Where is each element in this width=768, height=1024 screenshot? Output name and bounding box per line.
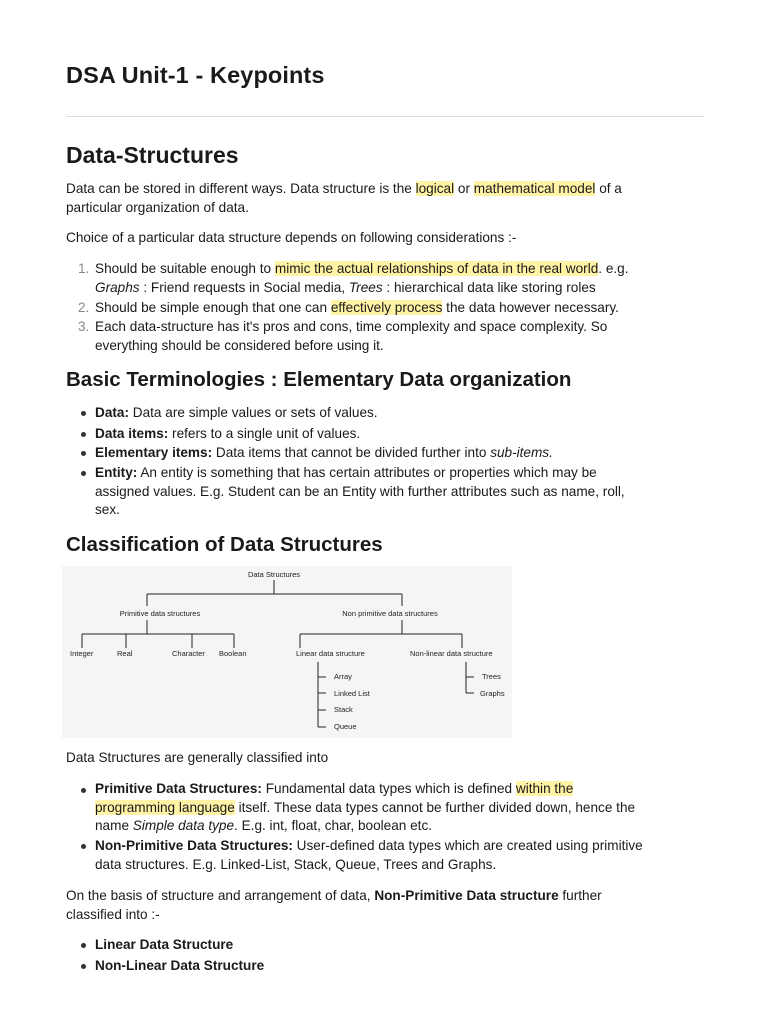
diagram-non-primitive: Non primitive data structures: [342, 609, 438, 618]
diagram-root: Data Structures: [247, 570, 301, 579]
diagram-real: Real: [117, 649, 133, 658]
page-title: DSA Unit-1 - Keypoints: [66, 62, 325, 88]
non-primitive-item: Non-Primitive Data Structures: User-defined data types which are created using primitive data structures. E.g. Linked-List, Stack, Queue, Trees and Graphs.: [95, 838, 643, 872]
classified-into-paragraph: Data Structures are generally classified into: [66, 750, 329, 765]
bullet: [81, 788, 86, 793]
heading-data-structures: Data-Structures: [66, 142, 239, 168]
basis-paragraph: On the basis of structure and arrangement of data, Non-Primitive Data structure further classified into :-: [66, 888, 602, 922]
list-item-2: Should be simple enough that one can effectively process the data however necessary.: [95, 300, 619, 315]
highlight-within-the: within the: [515, 781, 574, 796]
diagram-array: Array: [334, 672, 352, 681]
primitive-item: Primitive Data Structures: Fundamental data types which is defined within the programming language itself. These data types cannot be further divided down, hence the name Simple data type. E.g. int, float, char, boolean etc.: [95, 781, 636, 833]
list-number-3: 3.: [78, 319, 90, 334]
diagram-linear: Linear data structure: [296, 649, 365, 658]
choice-paragraph: Choice of a particular data structure depends on following considerations :-: [66, 230, 517, 245]
intro-paragraph: Data can be stored in different ways. Data structure is the logical or mathematical model of a particular organization of data.: [66, 181, 622, 215]
term-data: Data: Data are simple values or sets of values.: [95, 405, 378, 420]
term-data-items: Data items: refers to a single unit of values.: [95, 426, 361, 441]
diagram-integer: Integer: [70, 649, 94, 658]
classification-diagram: [62, 566, 512, 738]
bullet: [81, 432, 86, 437]
highlight-mimic: mimic the actual relationships of data in the real world: [274, 261, 599, 276]
diagram-queue: Queue: [334, 722, 357, 731]
term-elementary-items: Elementary items: Data items that cannot be divided further into sub-items.: [95, 445, 553, 460]
highlight-mathematical-model: mathematical model: [473, 181, 596, 196]
highlight-logical: logical: [415, 181, 455, 196]
list-number-2: 2.: [78, 300, 90, 315]
list-item-3: Each data-structure has it's pros and cons, time complexity and space complexity. So everything should be considered before using it.: [95, 319, 608, 353]
heading-terminologies: Basic Terminologies : Elementary Data organization: [66, 368, 572, 391]
diagram-trees: Trees: [482, 672, 501, 681]
linear-item: Linear Data Structure: [95, 937, 234, 952]
term-entity: Entity: An entity is something that has certain attributes or properties which may be assigned values. E.g. Student can be an Entity with further attributes such as name, roll, sex.: [95, 465, 625, 517]
list-item-1: Should be suitable enough to mimic the actual relationships of data in the real world. e.g. Graphs : Friend requests in Social media, Trees : hierarchical data like storing roles: [95, 261, 629, 295]
bullet: [81, 943, 86, 948]
diagram-linked-list: Linked List: [334, 689, 370, 698]
diagram-character: Character: [172, 649, 205, 658]
bullet: [81, 451, 86, 456]
diagram-graphs: Graphs: [480, 689, 505, 698]
title-divider: [66, 116, 704, 117]
highlight-programming-language: programming language: [95, 799, 235, 815]
diagram-primitive: Primitive data structures: [119, 609, 201, 618]
bullet: [81, 964, 86, 969]
list-number-1: 1.: [78, 261, 90, 276]
bullet: [81, 471, 86, 476]
highlight-effectively-process: effectively process: [330, 300, 443, 315]
diagram-stack: Stack: [334, 705, 353, 714]
non-linear-item: Non-Linear Data Structure: [95, 958, 265, 973]
bullet: [81, 411, 86, 416]
diagram-non-linear: Non-linear data structure: [410, 649, 493, 658]
diagram-boolean: Boolean: [219, 649, 247, 658]
heading-classification: Classification of Data Structures: [66, 533, 383, 556]
bullet: [81, 844, 86, 849]
